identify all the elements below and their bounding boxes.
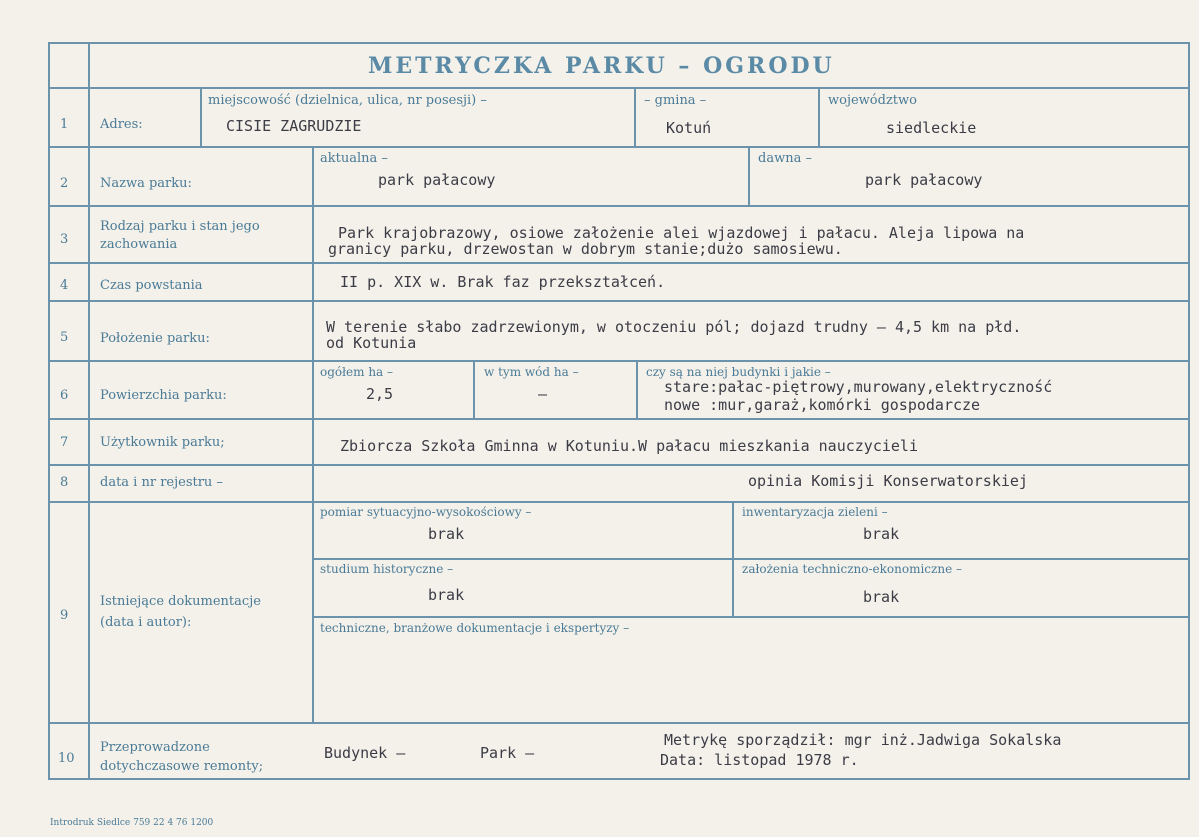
r6-divider — [473, 360, 475, 418]
register-value: opinia Komisji Konserwatorskiej — [748, 472, 1028, 490]
row-number: 9 — [60, 608, 69, 623]
r9-hline — [312, 616, 1190, 618]
row-line — [48, 205, 1190, 207]
former-name-value: park pałacowy — [865, 171, 983, 189]
tech-economic-header: założenia techniczno-ekonomiczne – — [742, 562, 962, 576]
buildings-header: czy są na niej budynki i jakie – — [646, 365, 831, 379]
user-label: Użytkownik parku; — [100, 435, 225, 450]
location-label: Położenie parku: — [100, 331, 210, 346]
tech-economic-value: brak — [863, 588, 900, 606]
buildings-value-2: nowe :mur,garaż,komórki gospodarcze — [664, 396, 981, 414]
total-area-value: 2,5 — [366, 385, 394, 403]
row-number: 3 — [60, 232, 69, 247]
creation-time-label: Czas powstania — [100, 278, 203, 293]
location-value: W terenie słabo zadrzewionym, w otoczeniu pól; dojazd trudny – 4,5 km na płd. — [326, 318, 1022, 336]
num-col-divider — [88, 42, 90, 780]
building-renovation: Budynek – — [324, 744, 406, 762]
border-bottom — [48, 778, 1190, 780]
row-number: 7 — [60, 435, 69, 450]
r6-divider — [636, 360, 638, 418]
buildings-value: stare:pałac-piętrowy,murowany,elektryczność — [664, 378, 1053, 396]
row-number: 8 — [60, 475, 69, 490]
total-area-header: ogółem ha – — [320, 365, 394, 379]
voivodeship-header: województwo — [828, 93, 917, 108]
row-line — [48, 418, 1190, 420]
locality-value: CISIE ZAGRUDZIE — [226, 117, 362, 135]
r9-hline — [312, 558, 1190, 560]
prepared-date: Data: listopad 1978 r. — [660, 751, 859, 769]
page-title: METRYCZKA PARKU – OGRODU — [368, 53, 835, 79]
row-number: 10 — [58, 751, 75, 766]
r2-divider — [748, 146, 750, 205]
border-left — [48, 42, 50, 780]
border-right — [1188, 42, 1190, 780]
renovations-label-2: dotychczasowe remonty; — [100, 759, 264, 774]
row-number: 6 — [60, 388, 69, 403]
record-card — [48, 42, 1190, 780]
row-line — [48, 146, 1190, 148]
park-name-label: Nazwa parku: — [100, 176, 192, 191]
commune-header: – gmina – — [644, 93, 707, 108]
park-type-label-2: zachowania — [100, 237, 178, 252]
row-line — [48, 300, 1190, 302]
border-top — [48, 42, 1190, 44]
row-line — [48, 87, 1190, 89]
user-value: Zbiorcza Szkoła Gminna w Kotuniu.W pałacu mieszkania nauczycieli — [340, 437, 918, 455]
label-divider — [312, 146, 314, 722]
water-area-value: – — [538, 385, 548, 403]
label-divider-r1 — [200, 87, 202, 146]
row-number: 1 — [60, 117, 69, 132]
survey-value: brak — [428, 525, 465, 543]
printer-footer: Introdruk Siedlce 759 22 4 76 1200 — [50, 818, 214, 828]
area-label: Powierzchia parku: — [100, 388, 227, 403]
address-label: Adres: — [100, 117, 143, 132]
row-line — [48, 464, 1190, 466]
park-type-label: Rodzaj parku i stan jego — [100, 219, 260, 234]
greenery-inventory-header: inwentaryzacja zieleni – — [742, 505, 888, 519]
technical-docs-header: techniczne, branżowe dokumentacje i ekspertyzy – — [320, 621, 630, 635]
row-number: 2 — [60, 176, 69, 191]
prepared-by: Metrykę sporządził: mgr inż.Jadwiga Sokalska — [664, 731, 1062, 749]
historical-study-header: studium historyczne – — [320, 562, 454, 576]
survey-header: pomiar sytuacyjno-wysokościowy – — [320, 505, 532, 519]
park-type-value-2: granicy parku, drzewostan w dobrym stanie;dużo samosiewu. — [328, 240, 843, 258]
r1-divider — [634, 87, 636, 146]
locality-header: miejscowość (dzielnica, ulica, nr posesji) – — [208, 93, 487, 108]
water-area-header: w tym wód ha – — [484, 365, 579, 379]
renovations-label: Przeprowadzone — [100, 740, 210, 755]
former-name-header: dawna – — [758, 151, 812, 166]
park-type-value: Park krajobrazowy, osiowe założenie alei wjazdowej i pałacu. Aleja lipowa na — [338, 224, 1025, 242]
location-value-2: od Kotunia — [326, 334, 417, 352]
r1-divider — [818, 87, 820, 146]
greenery-inventory-value: brak — [863, 525, 900, 543]
current-name-value: park pałacowy — [378, 171, 496, 189]
creation-time-value: II p. XIX w. Brak faz przekształceń. — [340, 273, 666, 291]
row-number: 4 — [60, 278, 69, 293]
documentation-label-2: (data i autor): — [100, 615, 192, 630]
row-line — [48, 722, 1190, 724]
register-label: data i nr rejestru – — [100, 475, 223, 490]
row-line — [48, 262, 1190, 264]
park-renovation: Park – — [480, 744, 535, 762]
row-line — [48, 360, 1190, 362]
row-number: 5 — [60, 330, 69, 345]
commune-value: Kotuń — [666, 119, 712, 137]
historical-study-value: brak — [428, 586, 465, 604]
row-line — [48, 501, 1190, 503]
current-name-header: aktualna – — [320, 151, 388, 166]
documentation-label: Istniejące dokumentacje — [100, 594, 261, 609]
voivodeship-value: siedleckie — [886, 119, 977, 137]
